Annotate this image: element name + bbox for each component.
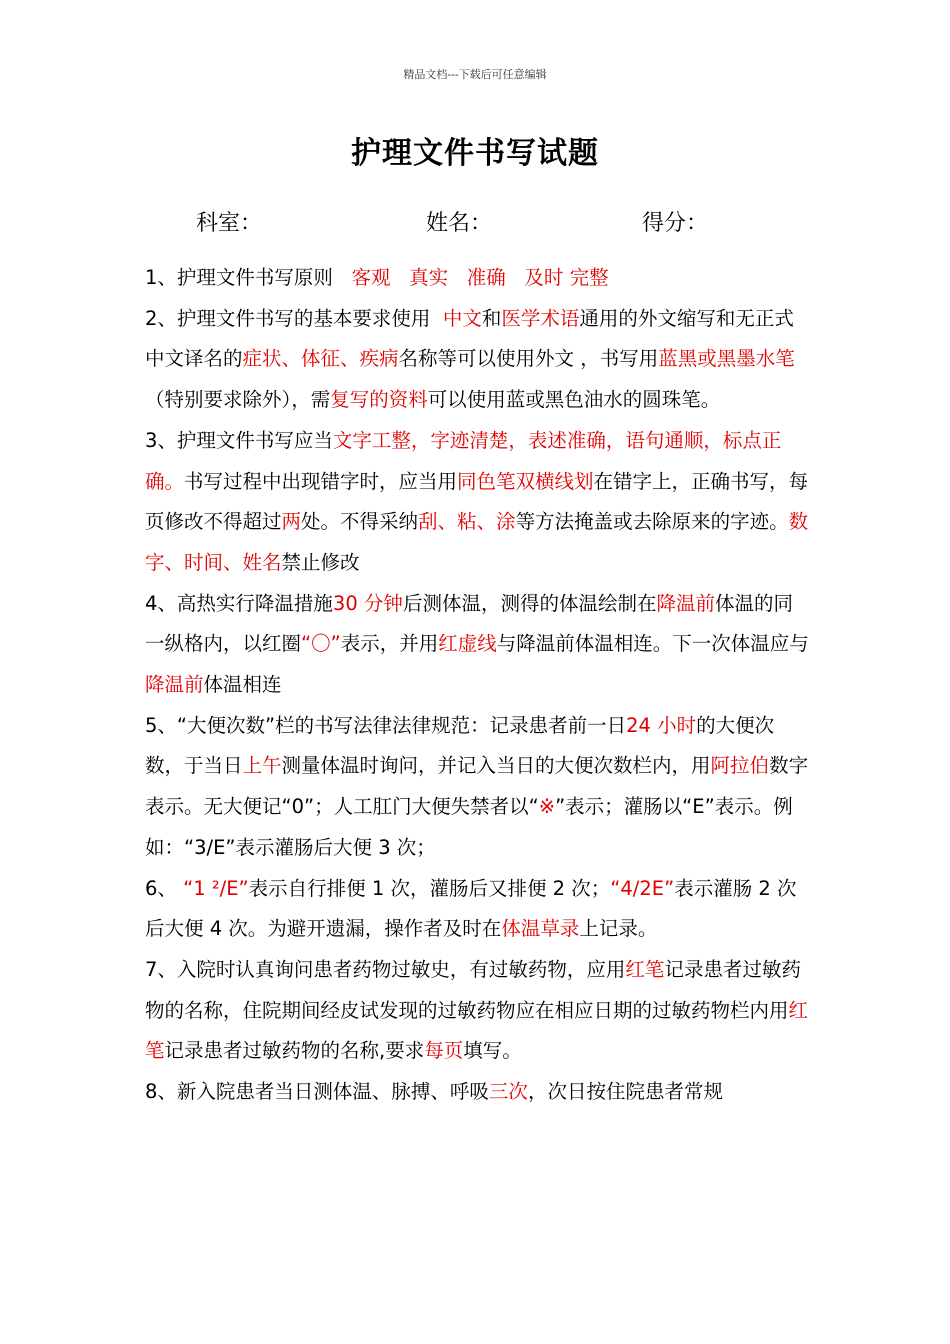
question-5: 5、“大便次数”栏的书写法律法律规范：记录患者前一日24 小时的大便次数，于当日上午测量体温时询问，并记入当日的大便次数栏内，用阿拉伯数字表示。无大便记“0”；人工肛门大便失禁者以“※”表示；灌肠以“E”表示。例如：“3/E”表示灌肠后大便 3 次； xyxy=(145,713,809,859)
question-7: 7、入院时认真询问患者药物过敏史，有过敏药物，应用红笔记录患者过敏药物的名称，住院期间经皮试发现的过敏药物应在相应日期的过敏药物栏内用红笔记录患者过敏药物的名称,要求每页填写。 xyxy=(145,957,809,1063)
question-3: 3、护理文件书写应当文字工整，字迹清楚，表述准确，语句通顺，标点正确。书写过程中出现错字时，应当用同色笔双横线划在错字上，正确书写，每页修改不得超过两处。不得采纳刮、粘、涂等方法掩盖或去除原来的字迹。数字、时间、姓名禁止修改 xyxy=(145,428,809,574)
question-6: 6、 “1 ²/E”表示自行排便 1 次，灌肠后又排便 2 次；“4/2E”表示灌肠 2 次后大便 4 次。为避开遗漏，操作者及时在体温草录上记录。 xyxy=(145,876,797,941)
question-2: 2、护理文件书写的基本要求使用 中文和医学术语通用的外文缩写和无正式中文译名的症状、体征、疾病名称等可以使用外文 ，书写用蓝黑或黑墨水笔（特别要求除外），需复写的资料可以使用蓝或黑色油水的圆珠笔。 xyxy=(145,306,795,412)
question-1: 1、护理文件书写原则 客观 真实 准确 及时 完整 xyxy=(145,266,609,289)
question-list xyxy=(145,258,810,1113)
page-title: 护理文件书写试题 xyxy=(351,136,599,171)
question-8: 8、新入院患者当日测体温、脉搏、呼吸三次，次日按住院患者常规 xyxy=(145,1080,723,1104)
info-fields xyxy=(0,206,950,242)
header-note: 精品文档---下载后可任意编辑 xyxy=(403,68,547,81)
score-label: 得分： xyxy=(642,211,709,236)
name-label: 姓名： xyxy=(426,211,493,236)
question-4: 4、高热实行降温措施30 分钟后测体温，测得的体温绘制在降温前体温的同一纵格内，以红圈“〇”表示，并用红虚线与降温前体温相连。下一次体温应与降温前体温相连 xyxy=(145,591,809,697)
dept-label: 科室： xyxy=(196,211,263,236)
